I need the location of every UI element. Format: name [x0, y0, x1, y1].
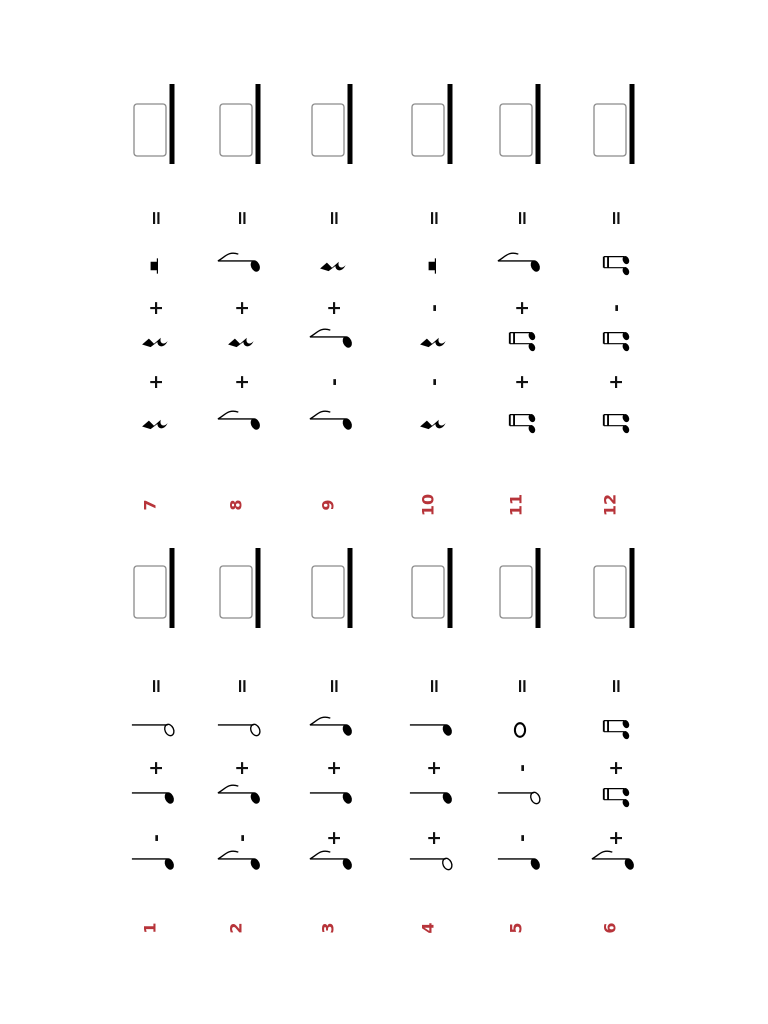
problem-8 — [218, 84, 262, 511]
note-half-icon — [132, 723, 176, 737]
plus-sign: + — [323, 300, 345, 316]
problem-3 — [310, 548, 354, 934]
plus-sign: + — [605, 760, 627, 776]
note-sixteenth-pair-icon — [604, 255, 631, 276]
note-quarter-icon — [410, 791, 454, 805]
plus-sign: + — [605, 830, 627, 846]
equals-sign: = — [231, 678, 253, 694]
problem-7 — [134, 84, 172, 511]
plus-sign: + — [323, 830, 345, 846]
answer-box[interactable] — [594, 566, 626, 618]
note-eighth-icon — [592, 851, 636, 871]
rest-quarter-icon — [320, 262, 346, 271]
rest-quarter-icon — [228, 338, 254, 347]
rest-quarter-icon — [420, 420, 446, 429]
equals-sign: = — [511, 678, 533, 694]
answer-box[interactable] — [312, 566, 344, 618]
equals-sign: = — [511, 210, 533, 226]
note-sixteenth-pair-icon — [604, 413, 631, 434]
plus-sign: + — [423, 830, 445, 846]
rest-half-icon — [429, 258, 436, 273]
plus-sign: + — [605, 374, 627, 390]
note-sixteenth-pair-icon — [604, 787, 631, 808]
answer-box[interactable] — [134, 104, 166, 156]
equals-sign: = — [423, 210, 445, 226]
plus-sign: + — [323, 760, 345, 776]
problem-number: 1 — [140, 922, 160, 934]
note-sixteenth-pair-icon — [510, 413, 537, 434]
problem-2 — [218, 548, 262, 934]
plus-sign: + — [145, 374, 167, 390]
note-half-icon — [498, 791, 542, 805]
note-eighth-icon — [310, 851, 354, 871]
note-sixteenth-pair-icon — [604, 719, 631, 740]
equals-sign: = — [145, 678, 167, 694]
answer-box[interactable] — [220, 104, 252, 156]
problem-number: 11 — [506, 493, 526, 517]
plus-sign: + — [511, 374, 533, 390]
problem-section — [132, 548, 636, 934]
problem-5 — [498, 548, 542, 934]
note-quarter-icon — [132, 857, 176, 871]
note-quarter-icon — [310, 791, 354, 805]
minus-sign: - — [323, 378, 345, 386]
problem-number: 4 — [418, 922, 438, 934]
equals-sign: = — [323, 678, 345, 694]
rest-quarter-icon — [142, 338, 168, 347]
rest-half-icon — [151, 258, 158, 273]
answer-box[interactable] — [220, 566, 252, 618]
plus-sign: + — [145, 760, 167, 776]
equals-sign: = — [423, 678, 445, 694]
plus-sign: + — [145, 300, 167, 316]
problem-4 — [410, 548, 454, 934]
rest-quarter-icon — [420, 338, 446, 347]
problem-11 — [498, 84, 542, 516]
note-eighth-icon — [498, 253, 542, 273]
note-eighth-icon — [218, 785, 262, 805]
equals-sign: = — [145, 210, 167, 226]
plus-sign: + — [423, 760, 445, 776]
problem-number: 12 — [600, 493, 620, 517]
plus-sign: + — [231, 374, 253, 390]
note-sixteenth-pair-icon — [604, 331, 631, 352]
minus-sign: - — [231, 834, 253, 842]
minus-sign: - — [605, 304, 627, 312]
problem-9 — [310, 84, 354, 511]
answer-box[interactable] — [500, 566, 532, 618]
note-sixteenth-pair-icon — [510, 331, 537, 352]
problem-10 — [412, 84, 450, 516]
note-quarter-icon — [132, 791, 176, 805]
problem-number: 8 — [226, 499, 246, 511]
answer-box[interactable] — [312, 104, 344, 156]
minus-sign: - — [423, 378, 445, 386]
problem-number: 2 — [226, 922, 246, 934]
note-quarter-icon — [410, 723, 454, 737]
problem-number: 6 — [600, 922, 620, 934]
minus-sign: - — [423, 304, 445, 312]
note-eighth-icon — [218, 253, 262, 273]
note-quarter-icon — [498, 857, 542, 871]
rest-quarter-icon — [142, 420, 168, 429]
note-eighth-icon — [310, 717, 354, 737]
note-whole-icon — [515, 723, 525, 737]
answer-box[interactable] — [134, 566, 166, 618]
problem-number: 3 — [318, 922, 338, 934]
plus-sign: + — [511, 300, 533, 316]
problem-12 — [594, 84, 632, 516]
answer-box[interactable] — [594, 104, 626, 156]
answer-box[interactable] — [412, 104, 444, 156]
note-eighth-icon — [310, 411, 354, 431]
answer-box[interactable] — [500, 104, 532, 156]
note-half-icon — [410, 857, 454, 871]
problem-number: 10 — [418, 493, 438, 517]
equals-sign: = — [605, 210, 627, 226]
problem-number: 7 — [140, 499, 160, 511]
minus-sign: - — [511, 834, 533, 842]
note-eighth-icon — [218, 411, 262, 431]
equals-sign: = — [323, 210, 345, 226]
problem-number: 5 — [506, 922, 526, 934]
equals-sign: = — [605, 678, 627, 694]
plus-sign: + — [231, 300, 253, 316]
problem-section — [134, 84, 632, 516]
plus-sign: + — [231, 760, 253, 776]
minus-sign: - — [511, 764, 533, 772]
problem-number: 9 — [318, 499, 338, 511]
minus-sign: - — [145, 834, 167, 842]
problem-1 — [132, 548, 176, 934]
note-eighth-icon — [218, 851, 262, 871]
note-half-icon — [218, 723, 262, 737]
answer-box[interactable] — [412, 566, 444, 618]
note-eighth-icon — [310, 329, 354, 349]
problem-6 — [592, 548, 636, 934]
equals-sign: = — [231, 210, 253, 226]
